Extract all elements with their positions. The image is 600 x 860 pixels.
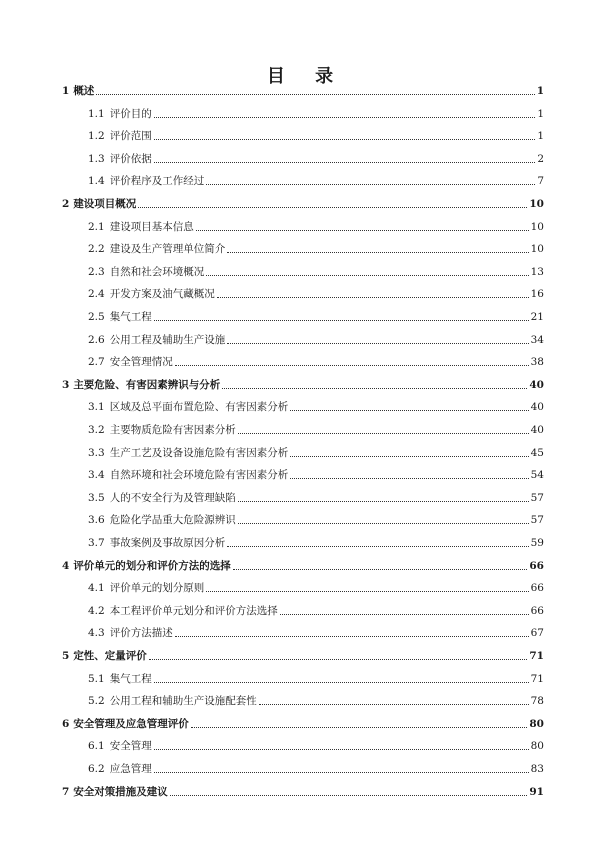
toc-section-entry[interactable] <box>62 423 544 437</box>
toc-entry-number: 2 <box>62 198 70 210</box>
toc-section-entry[interactable] <box>62 310 544 324</box>
toc-entry-number: 1.2 <box>88 130 105 143</box>
toc-entry-number: 2.2 <box>88 243 105 256</box>
toc-section-entry[interactable] <box>62 739 544 753</box>
toc-section-entry[interactable] <box>62 762 544 776</box>
toc-entry-number: 3.1 <box>88 401 105 414</box>
toc-page-number: 54 <box>530 469 544 482</box>
toc-page-number: 45 <box>530 446 544 459</box>
toc-entry-number: 2.7 <box>88 356 105 369</box>
toc-page-number: 71 <box>530 672 544 685</box>
toc-page-number: 13 <box>530 265 544 278</box>
toc-section-entry[interactable] <box>62 174 544 188</box>
toc-entry-number: 4 <box>62 559 70 572</box>
toc-dot-leader <box>290 478 528 479</box>
toc-chapter-entry[interactable] <box>62 197 544 211</box>
toc-entry-title: 评价程序及工作经过 <box>109 175 205 188</box>
toc-page-number: 40 <box>529 378 544 391</box>
toc-chapter-entry[interactable] <box>62 785 544 799</box>
toc-entry-number: 6 <box>62 717 70 730</box>
toc-page-number: 1 <box>537 130 544 143</box>
toc-page-number: 66 <box>530 582 544 595</box>
toc-section-entry[interactable] <box>62 355 544 369</box>
toc-page-number: 57 <box>530 491 544 504</box>
toc-entry-title: 区域及总平面布置危险、有害因素分析 <box>109 401 289 414</box>
toc-dot-leader <box>227 546 528 547</box>
toc-entry-title: 自然环境和社会环境危险有害因素分析 <box>109 469 289 482</box>
toc-entry-title: 评价方法描述 <box>109 627 173 640</box>
toc-page-number: 10 <box>529 198 544 210</box>
toc-entry-title: 公用工程和辅助生产设施配套性 <box>109 695 257 708</box>
toc-entry-title: 公用工程及辅助生产设施 <box>109 333 226 346</box>
toc-dot-leader <box>238 433 529 434</box>
toc-entry-number: 4.2 <box>88 604 105 617</box>
toc-dot-leader <box>222 388 527 389</box>
toc-page-number: 21 <box>530 311 544 323</box>
toc-entry-title: 事故案例及事故原因分析 <box>109 537 226 549</box>
toc-entry-number: 2.6 <box>88 333 105 346</box>
toc-dot-leader <box>154 320 529 321</box>
toc-page-number: 80 <box>530 740 544 753</box>
toc-page-number: 80 <box>529 717 544 730</box>
toc-dot-leader <box>154 117 536 118</box>
toc-section-entry[interactable] <box>62 694 544 708</box>
toc-section-entry[interactable] <box>62 107 544 121</box>
toc-entry-title: 开发方案及油气藏概况 <box>109 288 215 301</box>
toc-dot-leader <box>206 591 528 592</box>
toc-entry-number: 2.3 <box>88 265 105 278</box>
toc-entry-number: 1 <box>62 85 70 97</box>
toc-entry-number: 5.1 <box>88 672 105 685</box>
toc-section-entry[interactable] <box>62 152 544 166</box>
toc-entry-title: 生产工艺及设备设施危险有害因素分析 <box>109 446 289 459</box>
toc-entry-title: 安全管理及应急管理评价 <box>73 717 189 730</box>
toc-section-entry[interactable] <box>62 536 544 550</box>
toc-entry-title: 评价单元的划分原则 <box>109 582 205 595</box>
toc-chapter-entry[interactable] <box>62 378 544 392</box>
toc-dot-leader <box>138 207 527 208</box>
toc-title: 目 录 <box>266 66 346 87</box>
toc-dot-leader <box>206 275 528 276</box>
toc-dot-leader <box>149 659 528 660</box>
toc-entry-number: 6.1 <box>88 740 105 753</box>
toc-chapter-entry[interactable] <box>62 649 544 663</box>
toc-page-number: 38 <box>530 356 544 369</box>
toc-page-number: 2 <box>537 152 544 165</box>
toc-entry-number: 1.1 <box>88 107 105 120</box>
toc-page-number: 91 <box>529 785 544 798</box>
toc-entry-title: 定性、定量评价 <box>73 650 147 662</box>
toc-dot-leader <box>280 614 529 615</box>
toc-dot-leader <box>175 636 529 637</box>
toc-dot-leader <box>233 569 528 570</box>
toc-entry-title: 危险化学品重大危险源辨识 <box>109 514 236 527</box>
toc-section-entry[interactable] <box>62 400 544 414</box>
toc-entry-number: 2.1 <box>88 220 105 233</box>
toc-entry-title: 本工程评价单元划分和评价方法选择 <box>109 604 278 617</box>
toc-entry-title: 评价范围 <box>109 130 152 143</box>
toc-entry-number: 1.4 <box>88 175 105 188</box>
toc-dot-leader <box>238 501 529 502</box>
toc-entry-title: 自然和社会环境概况 <box>109 265 205 278</box>
toc-page-number: 1 <box>537 107 544 120</box>
toc-section-entry[interactable] <box>62 446 544 460</box>
toc-page-number: 1 <box>536 85 544 97</box>
toc-entry-number: 3.2 <box>88 424 105 436</box>
toc-dot-leader <box>154 162 536 163</box>
toc-entry-title: 集气工程 <box>109 672 152 685</box>
toc-page-number: 67 <box>530 627 544 640</box>
toc-entry-title: 建设及生产管理单位简介 <box>109 243 226 256</box>
toc-entry-title: 评价依据 <box>109 152 152 165</box>
toc-section-entry[interactable] <box>62 672 544 686</box>
toc-dot-leader <box>238 523 529 524</box>
toc-entry-title: 安全管理情况 <box>109 356 173 369</box>
toc-section-entry[interactable] <box>62 626 544 640</box>
toc-dot-leader <box>206 184 535 185</box>
toc-page-number: 66 <box>529 559 544 572</box>
toc-entry-number: 3.6 <box>88 514 105 527</box>
toc-dot-leader <box>196 230 529 231</box>
toc-page-number: 16 <box>530 288 544 301</box>
toc-entry-number: 5.2 <box>88 695 105 708</box>
toc-chapter-entry[interactable] <box>62 84 544 98</box>
toc-page-number: 7 <box>537 175 544 188</box>
toc-dot-leader <box>227 252 528 253</box>
toc-entry-number: 3.4 <box>88 469 105 482</box>
toc-section-entry[interactable] <box>62 242 544 256</box>
toc-page-number: 71 <box>529 650 544 662</box>
toc-dot-leader <box>154 139 536 140</box>
toc-dot-leader <box>259 704 529 705</box>
toc-entry-title: 评价单元的划分和评价方法的选择 <box>73 559 231 572</box>
toc-entry-title: 主要危险、有害因素辨识与分析 <box>73 378 221 391</box>
toc-entry-number: 3.3 <box>88 446 105 459</box>
toc-entry-title: 应急管理 <box>109 763 152 775</box>
toc-section-entry[interactable] <box>62 287 544 301</box>
toc-dot-leader <box>290 410 528 411</box>
toc-dot-leader <box>154 749 529 750</box>
toc-entry-number: 1.3 <box>88 152 105 165</box>
toc-entry-title: 评价目的 <box>109 107 152 120</box>
toc-entry-number: 3 <box>62 378 70 391</box>
toc-entry-number: 2.4 <box>88 288 105 301</box>
toc-dot-leader <box>175 365 529 366</box>
toc-entry-title: 集气工程 <box>109 311 152 323</box>
toc-page-number: 78 <box>530 695 544 708</box>
toc-entry-title: 概述 <box>73 85 95 97</box>
toc-entry-number: 5 <box>62 650 70 662</box>
toc-page-number: 66 <box>530 604 544 617</box>
toc-entry-number: 4.3 <box>88 627 105 640</box>
toc-page-number: 10 <box>530 243 544 256</box>
toc-page-number: 34 <box>530 333 544 346</box>
toc-entry-title: 安全管理 <box>109 740 152 753</box>
toc-section-entry[interactable] <box>62 265 544 279</box>
toc-dot-leader <box>170 795 528 796</box>
toc-entry-title: 建设项目概况 <box>73 198 137 210</box>
toc-entry-title: 主要物质危险有害因素分析 <box>109 424 236 436</box>
toc-dot-leader <box>227 343 528 344</box>
toc-section-entry[interactable] <box>62 581 544 595</box>
toc-dot-leader <box>290 456 528 457</box>
toc-page-number: 59 <box>530 537 544 549</box>
toc-page-number: 57 <box>530 514 544 527</box>
toc-entry-number: 6.2 <box>88 763 105 775</box>
toc-entry-number: 4.1 <box>88 582 105 595</box>
toc-entry-title: 人的不安全行为及管理缺陷 <box>109 491 236 504</box>
toc-entry-number: 7 <box>62 785 70 798</box>
toc-chapter-entry[interactable] <box>62 717 544 731</box>
toc-dot-leader <box>154 682 529 683</box>
toc-section-entry[interactable] <box>62 604 544 618</box>
toc-entry-title: 安全对策措施及建议 <box>73 785 168 798</box>
toc-dot-leader <box>217 297 529 298</box>
toc-page-number: 40 <box>530 424 544 436</box>
toc-section-entry[interactable] <box>62 468 544 482</box>
toc-section-entry[interactable] <box>62 491 544 505</box>
toc-entry-number: 3.5 <box>88 491 105 504</box>
toc-page-number: 40 <box>530 401 544 414</box>
toc-entry-title: 建设项目基本信息 <box>109 220 194 233</box>
toc-entry-number: 2.5 <box>88 311 105 323</box>
toc-chapter-entry[interactable] <box>62 559 544 573</box>
toc-section-entry[interactable] <box>62 513 544 527</box>
toc-section-entry[interactable] <box>62 129 544 143</box>
toc-section-entry[interactable] <box>62 333 544 347</box>
toc-entry-number: 3.7 <box>88 537 105 549</box>
toc-dot-leader <box>154 772 529 773</box>
toc-page-number: 10 <box>530 220 544 233</box>
toc-dot-leader <box>191 727 528 728</box>
toc-section-entry[interactable] <box>62 220 544 234</box>
toc-dot-leader <box>96 94 534 95</box>
toc-page-number: 83 <box>530 763 544 775</box>
